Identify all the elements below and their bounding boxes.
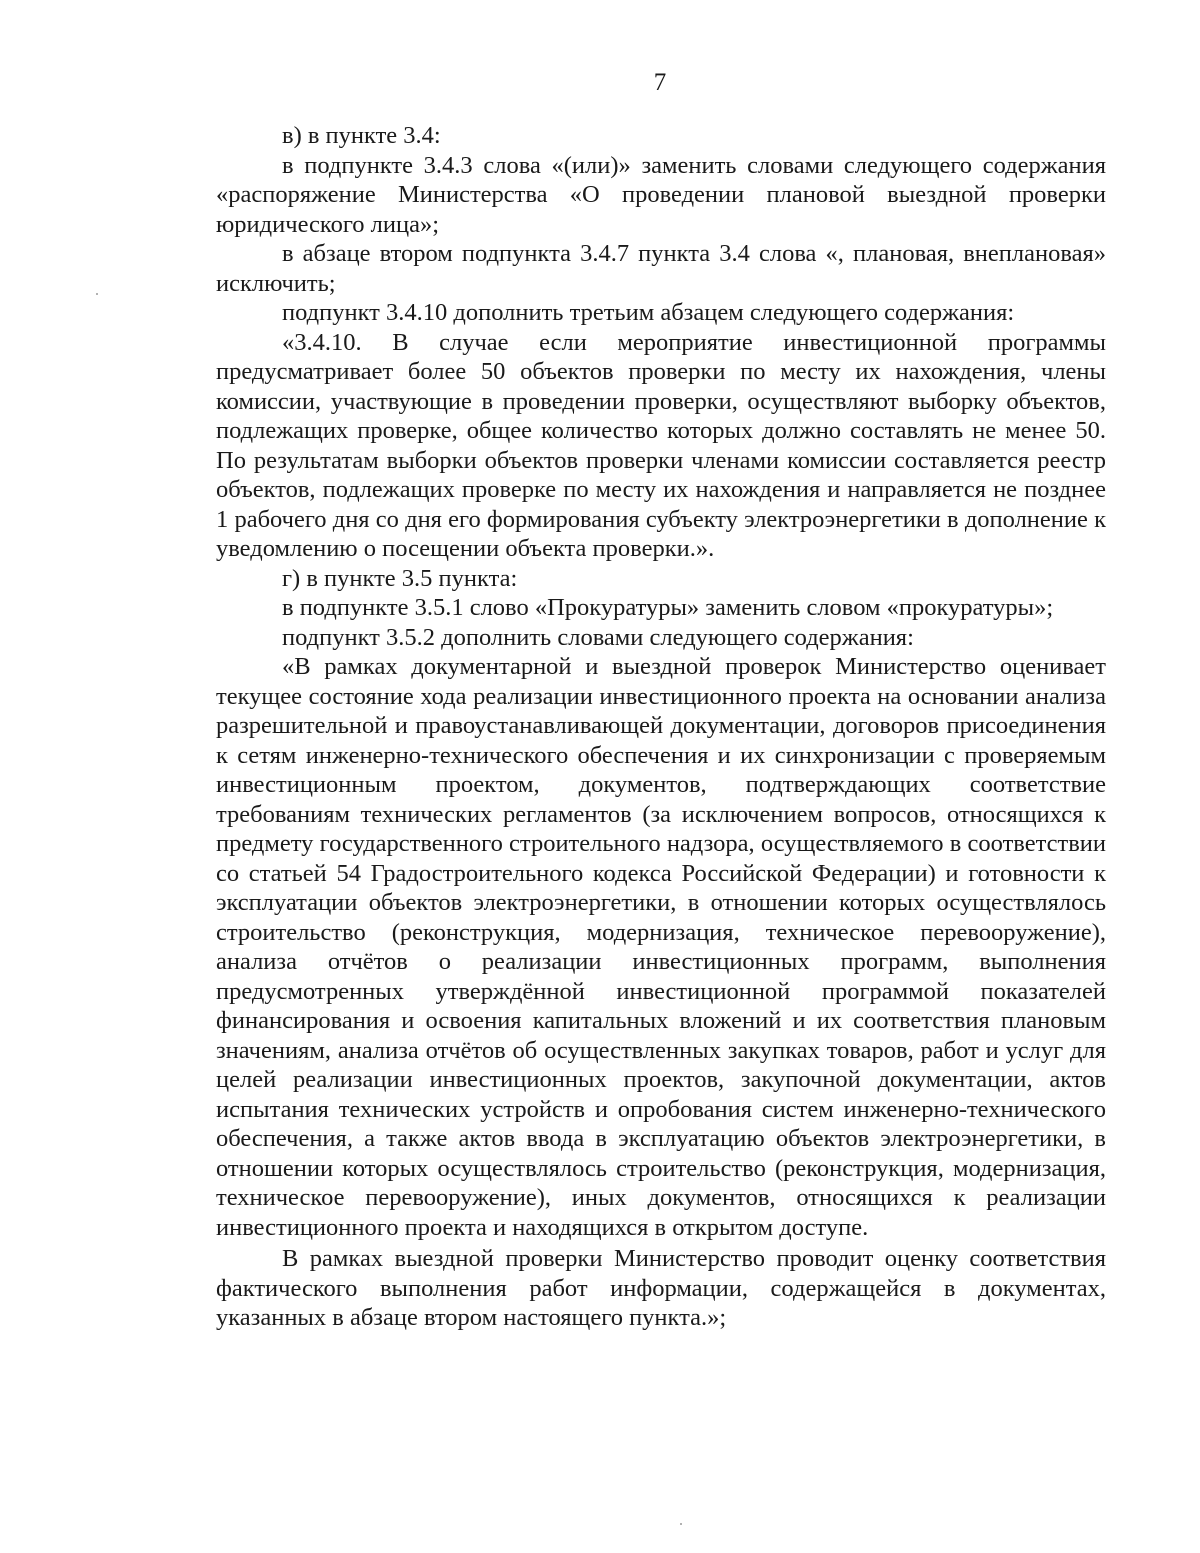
paragraph-subpoint-3-5-2-text: «В рамках документарной и выездной проверок Министерство оценивает текущее состояние хода реализации инвестиционного проекта на основании анализа разрешительной и правоустанавливающей документации, договоров присоединения к сетям инженерно-технического обеспечения и их синхронизации с проверяемым инвестиционным проектом, документов, подтверждающих соответствие требованиям технических регламентов (за исключением вопросов, относящихся к предмету государственного строительного надзора, осуществляемого в соответствии со статьей 54 Градостроительного кодекса Российской Федерации) и готовности к эксплуатации объектов электроэнергетики, в отношении которых осуществлялось строительство (реконструкция, модернизация, техническое перевооружение), анализа отчётов о реализации инвестиционных программ, выполнения предусмотренных утверждённой инвестиционной программой показателей финансирования и освоения капитальных вложений и их соответствия плановым значениям, анализа отчётов об осуществленных закупках товаров, работ и услуг для целей реализации инвестиционных проектов, закупочной документации, актов испытания технических устройств и опробования систем инженерно-технического обеспечения, а также актов ввода в эксплуатацию объектов электроэнергетики, в отношении которых осуществлялось строительство (реконструкция, модернизация, техническое перевооружение), иных документов, относящихся к реализации инвестиционного проекта и находящихся в открытом доступе.	[216, 653, 1106, 1241]
paragraph-item-v: в) в пункте 3.4:	[282, 122, 441, 149]
paragraph-subpoint-3-4-10-intro: подпункт 3.4.10 дополнить третьим абзацем следующего содержания:	[282, 299, 1015, 326]
page-number: 7	[653, 69, 667, 96]
document-body	[216, 121, 1106, 1333]
scan-speck	[96, 293, 98, 295]
paragraph-subpoint-3-5-1: в подпункте 3.5.1 слово «Прокуратуры» заменить словом «прокуратуры»;	[282, 594, 1054, 621]
paragraph-subpoint-3-4-7: в абзаце втором подпункта 3.4.7 пункта 3.4 слова «, плановая, внеплановая» исключить;	[216, 240, 1106, 297]
paragraph-subpoint-3-4-10-text: «3.4.10. В случае если мероприятие инвестиционной программы предусматривает более 50 объектов проверки по месту их нахождения, члены комиссии, участвующие в проведении проверки, осуществляют выборку объектов, подлежащих проверке, общее количество которых должно составлять не менее 50. По результатам выборки объектов проверки членами комиссии составляется реестр объектов, подлежащих проверке по месту их нахождения и направляется не позднее 1 рабочего дня со дня его формирования субъекту электроэнергетики в дополнение к уведомлению о посещении объекта проверки.».	[216, 328, 1106, 562]
paragraph-item-g: г) в пункте 3.5 пункта:	[282, 564, 518, 592]
scan-speck	[680, 1523, 682, 1525]
paragraph-subpoint-3-5-2-intro: подпункт 3.5.2 дополнить словами следующего содержания:	[282, 623, 914, 651]
paragraph-field-inspection: В рамках выездной проверки Министерство проводит оценку соответствия фактического выполнения работ информации, содержащейся в документах, указанных в абзаце втором настоящего пункта.»;	[216, 1245, 1106, 1331]
paragraph-subpoint-3-4-3: в подпункте 3.4.3 слова «(или)» заменить словами следующего содержания «распоряжение Министерства «О проведении плановой выездной проверки юридического лица»;	[216, 151, 1106, 238]
